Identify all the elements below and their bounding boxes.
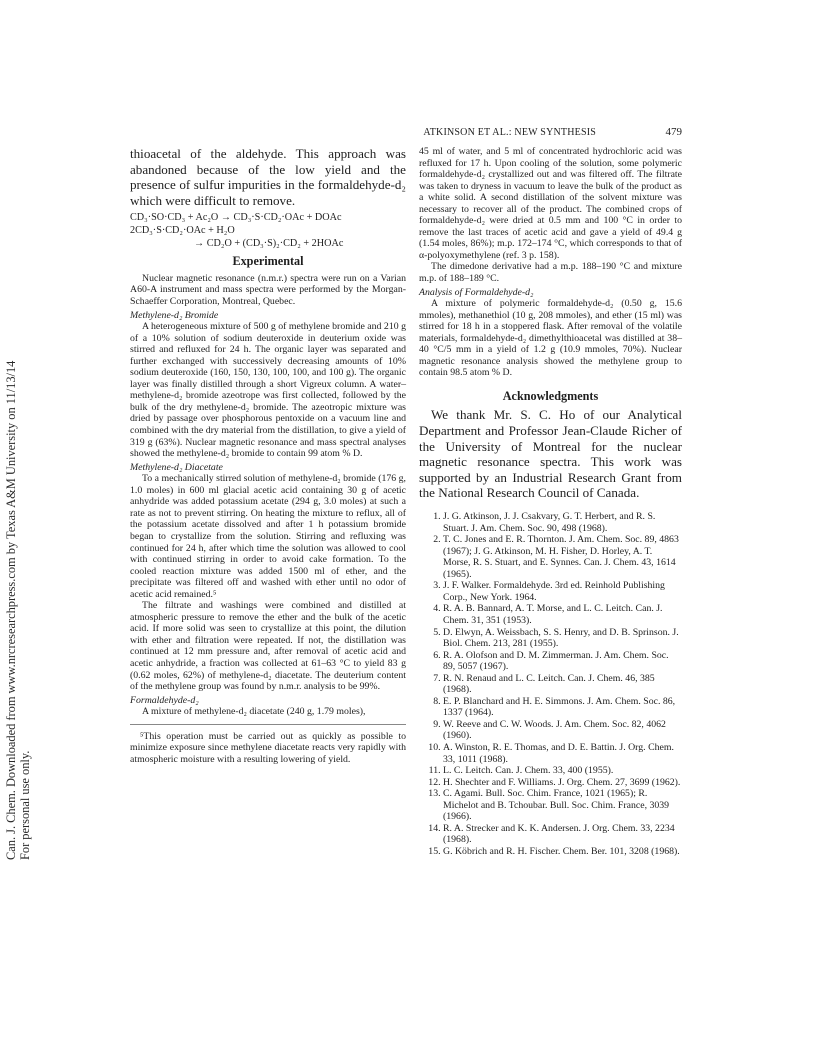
reference-item: 3. J. F. Walker. Formaldehyde. 3rd ed. Reinhold Publishing Corp., New York. 1964. xyxy=(443,580,682,603)
equation-1: CD₃·SO·CD₃ + Ac₂O → CD₃·S·CD₂·OAc + DOAc xyxy=(130,212,342,224)
subheading-formaldehyde: Formaldehyde-d₂ xyxy=(130,694,199,706)
reference-item: 12. H. Shechter and F. Williams. J. Org. Chem. 27, 3699 (1962). xyxy=(443,777,682,789)
reference-item: 11. L. C. Leitch. Can. J. Chem. 33, 400 (1955). xyxy=(443,765,682,777)
page-header xyxy=(130,126,682,142)
reference-item: 15. G. Köbrich and R. H. Fischer. Chem. Ber. 101, 3208 (1968). xyxy=(443,846,682,858)
section-heading-acknowledgments: Acknowledgments xyxy=(502,388,599,403)
footnote-5: ⁵This operation must be carried out as quickly as possible to minimize exposure since methylene diacetate reacts very rapidly with atmospheric moisture with a resulting lowering of yield. xyxy=(130,730,406,765)
right-column xyxy=(419,146,682,857)
reference-item: 13. C. Agami. Bull. Soc. Chim. France, 1021 (1965); R. Michelot and B. Tchoubar. Bull. Soc. Chim. France, 3039 (1966). xyxy=(443,788,682,823)
reference-list xyxy=(419,511,682,857)
reaction-equations xyxy=(130,211,406,250)
paragraph-methylene-bromide: A heterogeneous mixture of 500 g of methylene bromide and 210 g of a 10% solution of sodium deuteroxide in deuterium oxide was stirred and refluxed for 24 h. The organic layer was separated and further exchanged with successively decreasing amounts of 10% sodium deuteroxide (160, 150, 130, 100, 100, and 100 g). The organic layer was finally distilled through a short Vigreux column. A water–methylene-d₂ bromide azeotrope was first collected, followed by the bulk of the dry methylene-d₂ bromide. The azeotropic mixture was dried by passage over phosphorous pentoxide on a vacuum line and combined with the dry material from the distillation, to give a yield of 319 g (63%). Nuclear magnetic resonance and mass spectral analyses showed the methylene-d₂ bromide to contain 99 atom % D. xyxy=(130,321,406,460)
paragraph-diacetate-1: To a mechanically stirred solution of methylene-d₂ bromide (176 g, 1.0 moles) in 600 ml glacial acetic acid containing 30 g of acetic anhydride was added potassium acetate (294 g, 3.0 moles) at such a rate as not to prevent stirring. On heating the mixture to reflux, all of the potassium acetate dissolved and after 1 h potassium bromide began to crystallize from the solution. Stirring and refluxing was continued for 24 h, after which time the solution was allowed to cool with continued stirring in order to avoid cake formation. To the cooled reaction mixture was added 1500 ml of ether, and the precipitate was filtered off and washed with ether until no odor of acetic acid remained.⁵ xyxy=(130,473,406,600)
subheading-analysis: Analysis of Formaldehyde-d₂ xyxy=(419,286,534,298)
paragraph-nmr: Nuclear magnetic resonance (n.m.r.) spectra were run on a Varian A60-A instrument and mass spectra were performed by the Morgan-Schaeffer Corporation, Montreal, Quebec. xyxy=(130,272,406,308)
paragraph-diacetate-2: The filtrate and washings were combined and distilled at atmospheric pressure to remove the ether and the bulk of the acetic acid. If more solid was seen to crystallize at this point, the dilution with ether and filtration were repeated. If not, the distillation was continued at 12 mm pressure and, after removal of acetic acid and acetic anhydride, a fraction was collected at 61–63 °C to yield 83 g (0.62 moles, 62%) of methylene-d₂ diacetate. The deuterium content of the methylene group was found by n.m.r. analysis to be 99%. xyxy=(130,600,406,693)
reference-item: 9. W. Reeve and C. W. Woods. J. Am. Chem. Soc. 82, 4062 (1960). xyxy=(443,719,682,742)
paragraph-formaldehyde-continued: 45 ml of water, and 5 ml of concentrated hydrochloric acid was refluxed for 17 h. Upon cooling of the solution, some polymeric formaldehyde-d₂ crystallized out and was filtered off. The filtrate was taken to dryness in vacuum to leave the bulk of the product as a white solid. A second distillation of the solvent mixture was necessary to recover all of the product. The combined crops of formaldehyde-d₂ were dried at 0.5 mm and 100 °C in order to remove the last traces of acetic acid and gave a yield of 49.4 g (1.54 moles, 86%); m.p. 172–174 °C, which corresponds to that of α-polyoxymethylene (ref. 3 p. 158). xyxy=(419,146,682,261)
section-heading-experimental: Experimental xyxy=(232,254,304,269)
left-column xyxy=(130,146,406,765)
subheading-methylene-bromide: Methylene-d₂ Bromide xyxy=(130,309,219,321)
reference-item: 14. R. A. Strecker and K. K. Andersen. J. Org. Chem. 33, 2234 (1968). xyxy=(443,823,682,846)
equation-2-line-1: 2CD₃·S·CD₂·OAc + H₂O xyxy=(130,225,235,237)
acknowledgments-text: We thank Mr. S. C. Ho of our Analytical Department and Professor Jean-Claude Richer of the University of Montreal for the nuclear magnetic resonance spectra. This work was supported by an Industrial Research Grant from the National Research Council of Canada. xyxy=(419,407,682,501)
reference-item: 7. R. N. Renaud and L. C. Leitch. Can. J. Chem. 46, 385 (1968). xyxy=(443,673,682,696)
page-number: 479 xyxy=(665,126,682,138)
reference-item: 6. R. A. Olofson and D. M. Zimmerman. J. Am. Chem. Soc. 89, 5057 (1967). xyxy=(443,650,682,673)
reference-item: 10. A. Winston, R. E. Thomas, and D. E. Battin. J. Org. Chem. 33, 1011 (1968). xyxy=(443,742,682,765)
equation-2-line-2: → CD₂O + (CD₃·S)₂·CD₂ + 2HOAc xyxy=(194,238,344,250)
reference-item: 1. J. G. Atkinson, J. J. Csakvary, G. T. Herbert, and R. S. Stuart. J. Am. Chem. Soc. 90, 498 (1968). xyxy=(443,511,682,534)
download-watermark xyxy=(0,120,40,860)
running-head: ATKINSON ET AL.: NEW SYNTHESIS xyxy=(423,127,596,138)
subheading-methylene-diacetate: Methylene-d₂ Diacetate xyxy=(130,461,223,473)
reference-item: 8. E. P. Blanchard and H. E. Simmons. J. Am. Chem. Soc. 86, 1337 (1964). xyxy=(443,696,682,719)
reference-item: 4. R. A. B. Bannard, A. T. Morse, and L. C. Leitch. Can. J. Chem. 31, 351 (1953). xyxy=(443,603,682,626)
paragraph-dimedone: The dimedone derivative had a m.p. 188–190 °C and mixture m.p. of 188–189 °C. xyxy=(419,261,682,285)
reference-item: 2. T. C. Jones and E. R. Thornton. J. Am. Chem. Soc. 89, 4863 (1967); J. G. Atkinson, M. H. Fisher, D. Horley, A. T. Morse, R. S. Stuart, and E. Synnes. Can. J. Chem. 43, 1614 (1965). xyxy=(443,534,682,580)
paragraph-analysis: A mixture of polymeric formaldehyde-d₂ (0.50 g, 15.6 mmoles), methanethiol (10 g, 208 mmoles), and ether (15 ml) was stirred for 18 h in a stoppered flask. After removal of the volatile materials, formaldehyde-d₂ dimethylthioacetal was distilled at 38–40 °C/5 mm in a yield of 1.2 g (10.9 mmoles, 70%). Nuclear magnetic resonance analysis showed the methylene group to contain 98.5 atom % D. xyxy=(419,298,682,379)
intro-paragraph: thioacetal of the aldehyde. This approach was abandoned because of the low yield and the presence of sulfur impurities in the formaldehyde-d₂ which were difficult to remove. xyxy=(130,146,406,208)
footnote xyxy=(130,724,406,766)
paragraph-formaldehyde: A mixture of methylene-d₂ diacetate (240 g, 1.79 moles), xyxy=(142,706,366,718)
reference-item: 5. D. Elwyn, A. Weissbach, S. S. Henry, and D. B. Sprinson. J. Biol. Chem. 213, 281 (1955). xyxy=(443,627,682,650)
download-notice: Can. J. Chem. Downloaded from www.nrcresearchpress.com by Texas A&M University on 11/13/14 For personal use only. xyxy=(4,360,32,860)
